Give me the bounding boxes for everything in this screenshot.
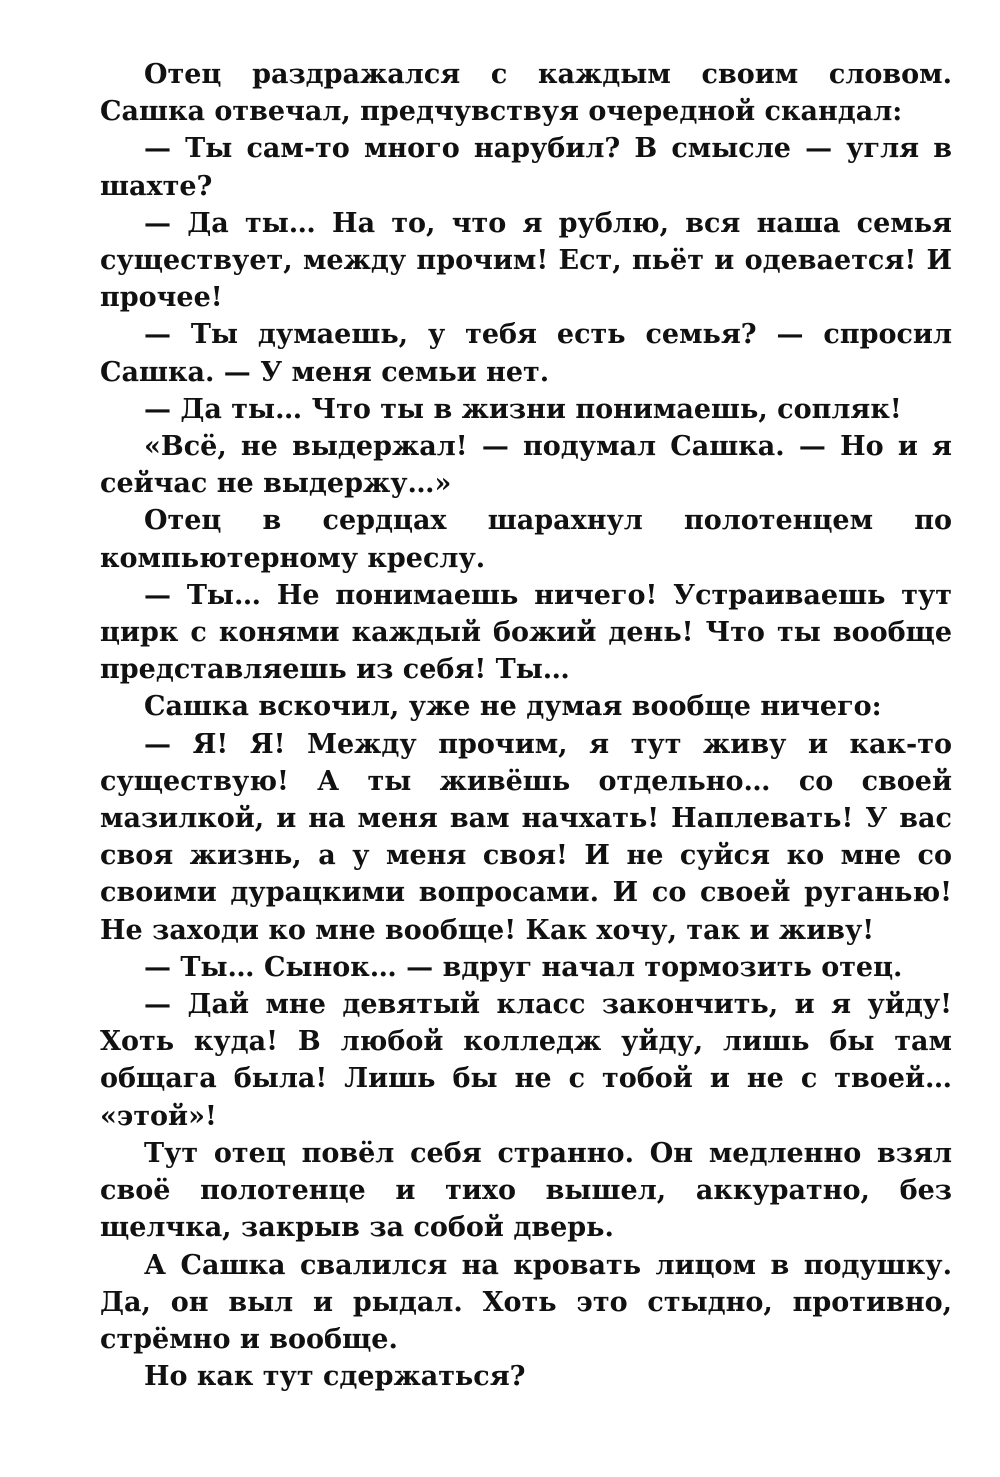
dialogue-line: — Да ты… На то, что я рублю, вся наша семья существует, между прочим! Ест, пьёт и одевается! И прочее! [100,207,952,314]
dialogue-line: — Я! Я! Между прочим, я тут живу и как-то существую! А ты живёшь отдельно… со своей мазилкой, и на меня вам начхать! Наплевать! У вас своя жизнь, а у меня своя! И не суйся ко мне со своими дурацкими вопросами. И со своей руганью! Не заходи ко мне вообще! Как хочу, так и живу! [100,728,952,946]
paragraph: А Сашка свалился на кровать лицом в подушку. Да, он выл и рыдал. Хоть это стыдно, противно, стрёмно и вообще. [100,1249,952,1355]
dialogue-line: — Да ты… Что ты в жизни понимаешь, сопляк! [144,393,902,425]
paragraph: Отец в сердцах шарахнул полотенцем по компьютерному креслу. [100,505,952,574]
dialogue-line: — Ты… Не понимаешь ничего! Устраиваешь тут цирк с конями каждый божий день! Что ты вообще представляешь из себя! Ты… [100,579,952,686]
paragraph: «Всё, не выдержал! — подумал Сашка. — Но и я сейчас не выдержу…» [100,431,952,500]
dialogue-line: — Ты думаешь, у тебя есть семья? — спросил Сашка. — У меня семьи нет. [100,319,952,388]
paragraph: Тут отец повёл себя странно. Он медленно взял своё полотенце и тихо вышел, аккуратно, без щелчка, закрыв за собой дверь. [100,1137,952,1244]
dialogue-line: — Дай мне девятый класс закончить, и я уйду! Хоть куда! В любой колледж уйду, лишь бы там общага была! Лишь бы не с тобой и не с твоей… «этой»! [100,989,952,1132]
paragraph: Сашка вскочил, уже не думая вообще ничего: [144,691,882,723]
paragraph: Отец раздражался с каждым своим словом. Сашка отвечал, предчувствуя очередной скандал: [100,59,952,128]
dialogue-line: — Ты сам-то много нарубил? В смысле — угля в шахте? [100,133,952,202]
dialogue-line: — Ты… Сынок… — вдруг начал тормозить отец. [144,951,903,983]
paragraph: Но как тут сдержаться? [144,1361,526,1393]
book-page-text [100,56,952,1395]
